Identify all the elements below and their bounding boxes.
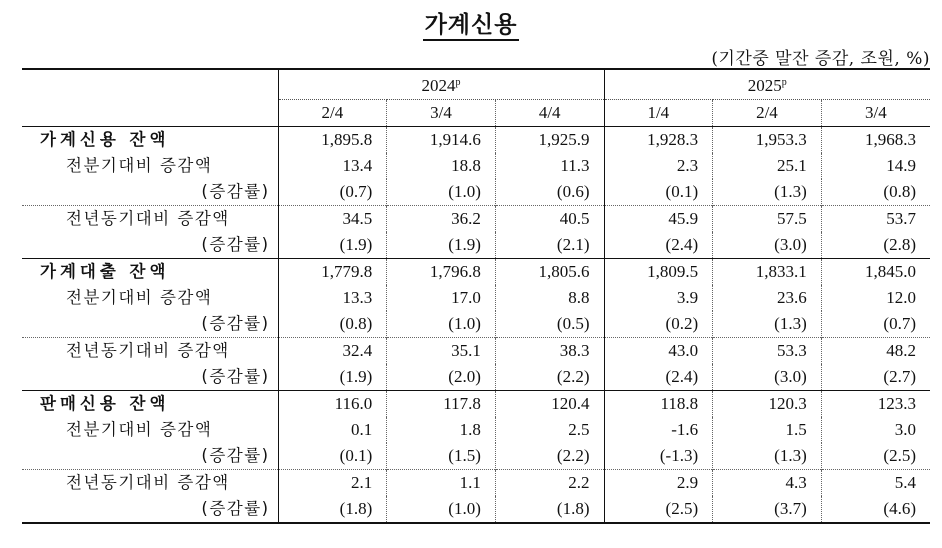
value-cell: (0.1) [604, 179, 713, 206]
value-cell: 2.5 [495, 417, 604, 443]
rate-row [22, 443, 930, 470]
value-cell: (1.9) [278, 364, 387, 391]
value-cell: 53.3 [713, 338, 822, 365]
value-cell: 0.1 [278, 417, 387, 443]
value-cell: (2.4) [604, 364, 713, 391]
row-label: (증감률) [22, 496, 278, 523]
value-cell: 118.8 [604, 391, 713, 418]
value-cell: 1.1 [387, 470, 496, 497]
row-label: 전분기대비 증감액 [66, 156, 213, 175]
quarter-header: 3/4 [821, 100, 930, 127]
value-cell: 40.5 [495, 206, 604, 233]
value-cell: (1.0) [387, 311, 496, 338]
value-cell: (0.7) [278, 179, 387, 206]
value-cell: 120.4 [495, 391, 604, 418]
value-cell: 2.3 [604, 153, 713, 179]
value-cell: 34.5 [278, 206, 387, 233]
page-title: 가계신용 [0, 6, 942, 39]
row-label: (증감률) [201, 235, 270, 254]
year-header-row [22, 69, 930, 100]
value-cell: 57.5 [713, 206, 822, 233]
value-cell: 5.4 [821, 470, 930, 497]
section-row [22, 127, 930, 154]
rate-row [22, 364, 930, 391]
corner-cell [22, 100, 278, 127]
value-cell: (0.8) [821, 179, 930, 206]
rate-row [22, 179, 930, 206]
value-cell: 1.8 [387, 417, 496, 443]
row-label: 전년동기대비 증감액 [22, 338, 278, 365]
value-cell: (0.6) [495, 179, 604, 206]
value-cell: 35.1 [387, 338, 496, 365]
change-row [22, 338, 930, 365]
value-cell: 48.2 [821, 338, 930, 365]
value-cell: 12.0 [821, 285, 930, 311]
value-cell: 1,968.3 [821, 127, 930, 154]
value-cell: (1.5) [387, 443, 496, 470]
change-row [22, 153, 930, 179]
section-row [22, 259, 930, 286]
value-cell: (2.8) [821, 232, 930, 259]
change-row [22, 470, 930, 497]
value-cell: 38.3 [495, 338, 604, 365]
value-cell: 18.8 [387, 153, 496, 179]
quarter-header-row [22, 100, 930, 127]
value-cell: (2.7) [821, 364, 930, 391]
value-cell: (2.1) [495, 232, 604, 259]
change-row [22, 206, 930, 233]
row-label: 가계신용 잔액 [22, 127, 278, 154]
row-label: (증감률) [201, 446, 270, 465]
rate-row [22, 496, 930, 523]
value-cell: 1,845.0 [821, 259, 930, 286]
value-cell: 1,914.6 [387, 127, 496, 154]
value-cell: 3.0 [821, 417, 930, 443]
value-cell: -1.6 [604, 417, 713, 443]
value-cell: (1.3) [713, 311, 822, 338]
row-label: (증감률) [201, 314, 270, 333]
value-cell: (1.8) [495, 496, 604, 523]
value-cell: 11.3 [495, 153, 604, 179]
value-cell: 53.7 [821, 206, 930, 233]
change-row [22, 285, 930, 311]
year-header-2024: 2024$^p$ [278, 69, 604, 100]
value-cell: (0.8) [278, 311, 387, 338]
value-cell: (1.9) [278, 232, 387, 259]
value-cell: 43.0 [604, 338, 713, 365]
value-cell: (1.9) [387, 232, 496, 259]
value-cell: 1,928.3 [604, 127, 713, 154]
value-cell: 2.9 [604, 470, 713, 497]
value-cell: 1,809.5 [604, 259, 713, 286]
value-cell: 1,895.8 [278, 127, 387, 154]
change-row [22, 417, 930, 443]
quarter-header: 2/4 [713, 100, 822, 127]
row-label: (증감률) [201, 182, 270, 201]
quarter-header: 2/4 [278, 100, 387, 127]
rate-row [22, 232, 930, 259]
row-label: 전년동기대비 증감액 [22, 206, 278, 233]
household-credit-table [22, 68, 930, 524]
value-cell: 1,953.3 [713, 127, 822, 154]
row-label: 가계대출 잔액 [22, 259, 278, 286]
value-cell: 25.1 [713, 153, 822, 179]
value-cell: 36.2 [387, 206, 496, 233]
value-cell: (1.3) [713, 179, 822, 206]
value-cell: 1,779.8 [278, 259, 387, 286]
unit-note: (기간중 말잔 증감, 조원, %) [711, 49, 930, 69]
value-cell: 1,805.6 [495, 259, 604, 286]
value-cell: 123.3 [821, 391, 930, 418]
row-label: 전분기대비 증감액 [66, 420, 213, 439]
value-cell: 4.3 [713, 470, 822, 497]
value-cell: (1.0) [387, 179, 496, 206]
year-header-2025: 2025$^p$ [604, 69, 930, 100]
table-body [22, 127, 930, 524]
value-cell: (1.0) [387, 496, 496, 523]
value-cell: (3.0) [713, 232, 822, 259]
section-row [22, 391, 930, 418]
value-cell: 2.2 [495, 470, 604, 497]
value-cell: 3.9 [604, 285, 713, 311]
value-cell: (2.5) [821, 443, 930, 470]
quarter-header: 3/4 [387, 100, 496, 127]
value-cell: (2.2) [495, 364, 604, 391]
value-cell: (2.5) [604, 496, 713, 523]
value-cell: 23.6 [713, 285, 822, 311]
value-cell: (0.7) [821, 311, 930, 338]
value-cell: (2.0) [387, 364, 496, 391]
value-cell: 116.0 [278, 391, 387, 418]
rate-row [22, 311, 930, 338]
value-cell: (3.7) [713, 496, 822, 523]
value-cell: 1,796.8 [387, 259, 496, 286]
value-cell: (2.2) [495, 443, 604, 470]
value-cell: (1.8) [278, 496, 387, 523]
value-cell: 45.9 [604, 206, 713, 233]
value-cell: (0.1) [278, 443, 387, 470]
value-cell: 2.1 [278, 470, 387, 497]
value-cell: 1,833.1 [713, 259, 822, 286]
value-cell: 14.9 [821, 153, 930, 179]
row-label: (증감률) [201, 367, 270, 386]
value-cell: 8.8 [495, 285, 604, 311]
row-label: 전년동기대비 증감액 [22, 470, 278, 497]
value-cell: 13.4 [278, 153, 387, 179]
value-cell: 117.8 [387, 391, 496, 418]
value-cell: (0.5) [495, 311, 604, 338]
row-label: 전분기대비 증감액 [66, 288, 213, 307]
quarter-header: 1/4 [604, 100, 713, 127]
corner-cell [22, 69, 278, 100]
value-cell: (4.6) [821, 496, 930, 523]
value-cell: (3.0) [713, 364, 822, 391]
value-cell: 1.5 [713, 417, 822, 443]
value-cell: 120.3 [713, 391, 822, 418]
value-cell: (0.2) [604, 311, 713, 338]
value-cell: (2.4) [604, 232, 713, 259]
row-label: 판매신용 잔액 [22, 391, 278, 418]
value-cell: (1.3) [713, 443, 822, 470]
value-cell: 13.3 [278, 285, 387, 311]
value-cell: 17.0 [387, 285, 496, 311]
value-cell: 32.4 [278, 338, 387, 365]
quarter-header: 4/4 [495, 100, 604, 127]
value-cell: (-1.3) [604, 443, 713, 470]
value-cell: 1,925.9 [495, 127, 604, 154]
